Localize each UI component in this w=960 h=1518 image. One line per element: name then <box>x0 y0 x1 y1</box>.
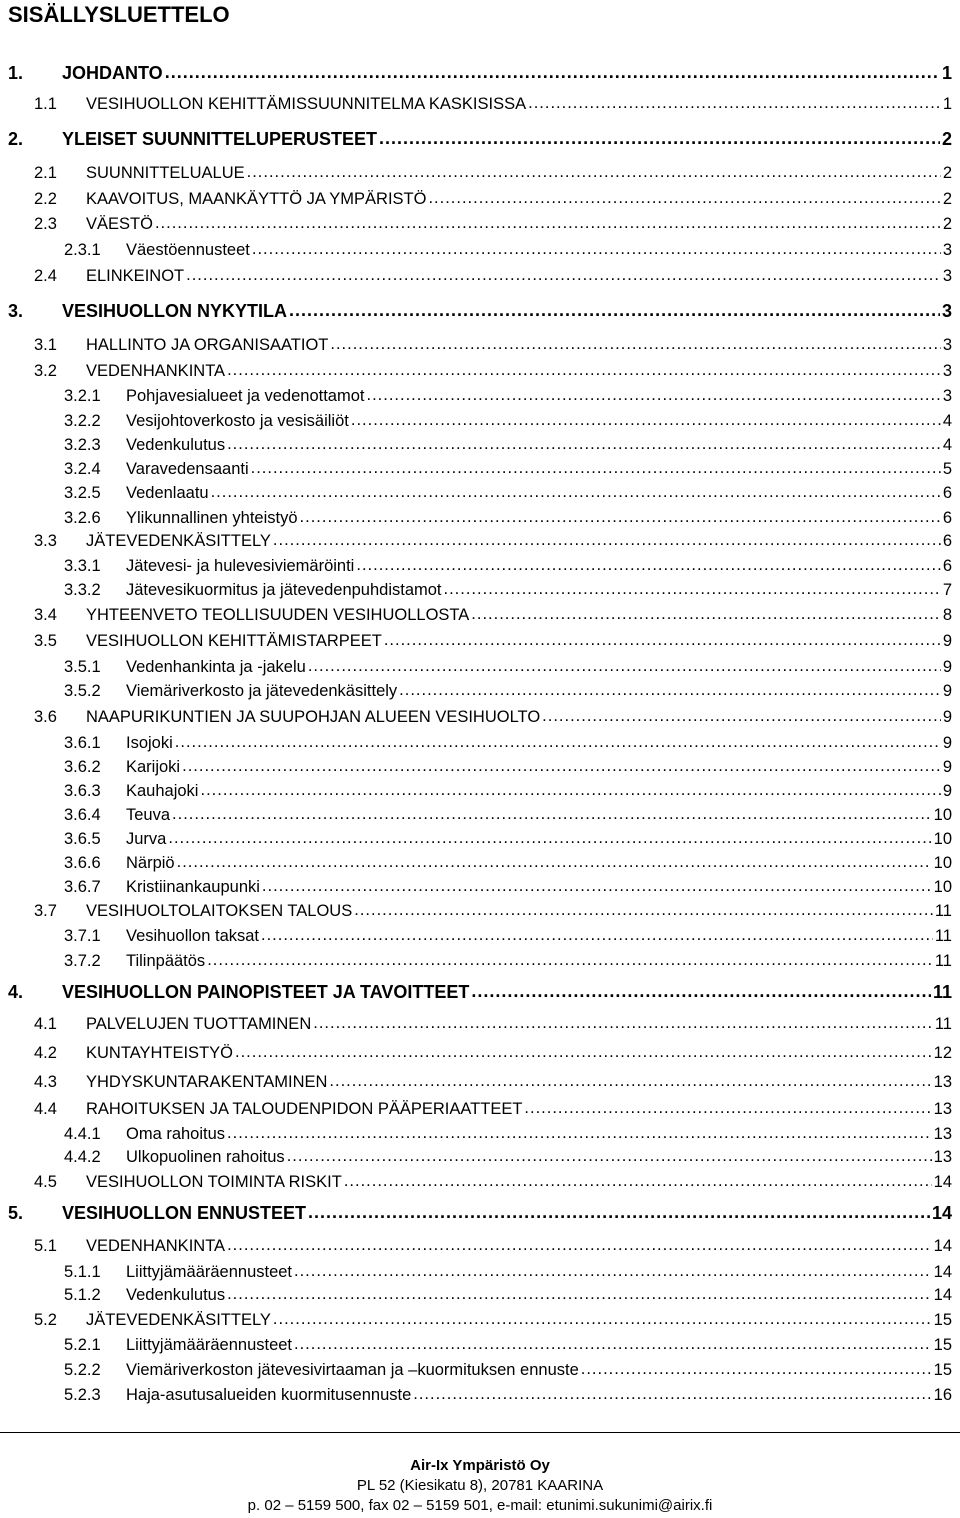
toc-entry[interactable] <box>0 777 952 801</box>
toc-leader-dots <box>351 411 941 430</box>
toc-entry[interactable] <box>0 979 952 1003</box>
toc-entry[interactable] <box>0 382 952 406</box>
toc-entry-number: 4.3 <box>34 1073 57 1091</box>
toc-entry-label: Isojoki <box>126 734 173 752</box>
footer-address: PL 52 (Kiesikatu 8), 20781 KAARINA <box>356 1477 604 1494</box>
toc-leader-dots <box>308 1202 930 1223</box>
toc-entry-number: 2. <box>8 129 24 149</box>
toc-entry-page: 15 <box>933 1311 952 1329</box>
toc-leader-dots <box>227 1236 932 1255</box>
toc-leader-dots <box>227 435 941 454</box>
footer-divider <box>0 1432 960 1433</box>
toc-entry[interactable] <box>0 947 952 971</box>
toc-entry-page: 6 <box>942 509 952 527</box>
toc-entry-page: 11 <box>934 902 952 920</box>
toc-entry-page: 13 <box>933 1100 952 1118</box>
toc-entry-page: 2 <box>941 129 952 149</box>
toc-entry-page: 3 <box>942 336 952 354</box>
toc-entry-page: 9 <box>942 758 952 776</box>
toc-entry[interactable] <box>0 90 952 114</box>
toc-entry-label: Vedenkulutus <box>126 436 226 454</box>
toc-entry-page: 1 <box>942 95 952 113</box>
toc-entry-number: 2.4 <box>34 267 57 285</box>
toc-entry-page: 2 <box>942 215 952 233</box>
toc-entry-label: VEDENHANKINTA <box>86 1237 226 1255</box>
toc-entry[interactable] <box>0 331 952 355</box>
toc-entry[interactable] <box>0 1068 952 1092</box>
toc-entry-label: VESIHUOLLON ENNUSTEET <box>62 1203 307 1223</box>
toc-leader-dots <box>247 163 941 182</box>
toc-entry-label: Närpiö <box>126 854 175 872</box>
toc-leader-dots <box>211 483 941 502</box>
toc-entry-page: 3 <box>942 241 952 259</box>
toc-leader-dots <box>308 657 941 676</box>
toc-entry[interactable] <box>0 922 952 946</box>
toc-entry[interactable] <box>0 159 952 183</box>
toc-entry-page: 10 <box>933 830 952 848</box>
toc-leader-dots <box>200 781 940 800</box>
toc-leader-dots <box>177 853 932 872</box>
toc-entry-number: 3.2.4 <box>64 460 101 478</box>
toc-entry-number: 3.6.4 <box>64 806 101 824</box>
toc-entry-page: 3 <box>942 387 952 405</box>
toc-entry-page: 11 <box>934 1015 952 1033</box>
toc-leader-dots <box>471 981 931 1002</box>
toc-entry-label: Vesihuollon taksat <box>126 927 260 945</box>
toc-entry-label: VESIHUOLLON NYKYTILA <box>62 301 288 321</box>
toc-entry-label: Viemäriverkosto ja jätevedenkäsittely <box>126 682 398 700</box>
toc-entry-label: Teuva <box>126 806 171 824</box>
toc-entry-number: 4.2 <box>34 1044 57 1062</box>
toc-entry[interactable] <box>0 729 952 753</box>
toc-entry-label: YHDYSKUNTARAKENTAMINEN <box>86 1073 328 1091</box>
toc-entry-label: Tilinpäätös <box>126 952 206 970</box>
toc-entry-number: 5.2.2 <box>64 1361 101 1379</box>
toc-entry-label: Väestöennusteet <box>126 241 250 259</box>
toc-entry-label: JOHDANTO <box>62 63 163 83</box>
toc-leader-dots <box>227 361 941 380</box>
toc-entry[interactable] <box>0 1010 952 1034</box>
toc-entry-number: 3.2.2 <box>64 412 101 430</box>
toc-entry-page: 13 <box>933 1125 952 1143</box>
toc-entry-label: KUNTAYHTEISTYÖ <box>86 1044 233 1062</box>
toc-leader-dots <box>165 62 940 83</box>
toc-entry-page: 6 <box>942 557 952 575</box>
toc-entry[interactable] <box>0 431 952 455</box>
toc-entry[interactable] <box>0 1232 952 1256</box>
toc-entry-page: 9 <box>942 734 952 752</box>
toc-entry-number: 2.2 <box>34 190 57 208</box>
toc-leader-dots <box>294 1335 932 1354</box>
toc-leader-dots <box>384 631 941 650</box>
toc-entry-label: JÄTEVEDENKÄSITTELY <box>86 1311 271 1329</box>
toc-entry-number: 3.6.5 <box>64 830 101 848</box>
toc-entry[interactable] <box>0 825 952 849</box>
toc-entry[interactable] <box>0 801 952 825</box>
toc-leader-dots <box>313 1014 933 1033</box>
toc-entry-label: VESIHUOLLON KEHITTÄMISSUUNNITELMA KASKISISSA <box>86 95 527 113</box>
toc-leader-dots <box>227 1124 932 1143</box>
toc-leader-dots <box>399 681 941 700</box>
toc-entry-label: ELINKEINOT <box>86 267 185 285</box>
toc-entry-number: 3.6.1 <box>64 734 101 752</box>
toc-entry[interactable] <box>0 1120 952 1144</box>
toc-entry-page: 14 <box>933 1286 952 1304</box>
toc-entry-label: Oma rahoitus <box>126 1125 226 1143</box>
toc-entry-label: Liittyjämääräennusteet <box>126 1336 293 1354</box>
toc-entry-label: Kauhajoki <box>126 782 199 800</box>
toc-entry-label: VESIHUOLLON KEHITTÄMISTARPEET <box>86 632 382 650</box>
toc-entry[interactable] <box>0 1356 952 1380</box>
toc-entry-page: 6 <box>942 532 952 550</box>
toc-entry-label: VÄESTÖ <box>86 215 153 233</box>
toc-entry-label: VEDENHANKINTA <box>86 362 226 380</box>
toc-entry-page: 2 <box>942 190 952 208</box>
toc-entry-label: Vesijohtoverkosto ja vesisäiliöt <box>126 412 349 430</box>
toc-entry-number: 3.6 <box>34 708 57 726</box>
toc-entry-label: Vedenkulutus <box>126 1286 226 1304</box>
toc-leader-dots <box>428 189 940 208</box>
toc-entry-page: 7 <box>942 581 952 599</box>
toc-entry-page: 6 <box>942 484 952 502</box>
toc-entry-number: 3.6.7 <box>64 878 101 896</box>
toc-entry-label: Ulkopuolinen rahoitus <box>126 1148 285 1166</box>
toc-entry-number: 1. <box>8 63 24 83</box>
toc-entry[interactable] <box>0 60 952 84</box>
toc-entry[interactable] <box>0 873 952 897</box>
toc-entry[interactable] <box>0 703 952 727</box>
toc-entry-number: 4.5 <box>34 1173 57 1191</box>
toc-entry-page: 10 <box>933 854 952 872</box>
toc-entry-page: 11 <box>932 982 952 1002</box>
toc-leader-dots <box>329 1072 931 1091</box>
toc-entry-page: 3 <box>941 301 952 321</box>
toc-entry[interactable] <box>0 1381 952 1405</box>
toc-entry-number: 3.2 <box>34 362 57 380</box>
toc-entry-label: Jätevesikuormitus ja jätevedenpuhdistamot <box>126 581 442 599</box>
toc-entry-page: 15 <box>933 1336 952 1354</box>
toc-leader-dots <box>367 386 941 405</box>
toc-entry[interactable] <box>0 1095 952 1119</box>
toc-entry-page: 14 <box>933 1237 952 1255</box>
toc-entry[interactable] <box>0 849 952 873</box>
toc-entry-number: 2.3.1 <box>64 241 101 259</box>
toc-entry-label: PALVELUJEN TUOTTAMINEN <box>86 1015 312 1033</box>
toc-entry[interactable] <box>0 527 952 551</box>
toc-entry-page: 14 <box>931 1203 952 1223</box>
toc-entry-label: Jätevesi- ja hulevesiviemäröinti <box>126 557 355 575</box>
toc-entry-page: 9 <box>942 658 952 676</box>
toc-entry-number: 3. <box>8 301 24 321</box>
toc-leader-dots <box>287 1147 932 1166</box>
toc-entry-number: 3.6.2 <box>64 758 101 776</box>
toc-entry[interactable] <box>0 677 952 701</box>
toc-entry-page: 14 <box>933 1263 952 1281</box>
toc-entry-label: HALLINTO JA ORGANISAATIOT <box>86 336 329 354</box>
toc-entry-number: 3.7 <box>34 902 57 920</box>
toc-entry-page: 15 <box>933 1361 952 1379</box>
toc-leader-dots <box>294 1262 932 1281</box>
toc-leader-dots <box>471 605 941 624</box>
toc-leader-dots <box>524 1099 931 1118</box>
toc-leader-dots <box>289 300 940 321</box>
toc-entry-label: Kristiinankaupunki <box>126 878 260 896</box>
toc-leader-dots <box>354 901 933 920</box>
toc-entry[interactable] <box>0 262 952 286</box>
toc-leader-dots <box>300 508 941 527</box>
toc-entry[interactable] <box>0 653 952 677</box>
toc-entry-page: 11 <box>934 927 952 945</box>
toc-leader-dots <box>379 128 940 149</box>
toc-entry-number: 2.3 <box>34 215 57 233</box>
toc-entry-number: 3.4 <box>34 606 57 624</box>
toc-entry-number: 3.3 <box>34 532 57 550</box>
toc-entry-label: YHTEENVETO TEOLLISUUDEN VESIHUOLLOSTA <box>86 606 470 624</box>
toc-entry[interactable] <box>0 236 952 260</box>
toc-leader-dots <box>261 926 933 945</box>
toc-entry-number: 3.1 <box>34 336 57 354</box>
toc-entry-page: 8 <box>942 606 952 624</box>
toc-entry-page: 10 <box>933 806 952 824</box>
toc-entry[interactable] <box>0 298 952 322</box>
toc-entry-label: VESIHUOLTOLAITOKSEN TALOUS <box>86 902 353 920</box>
toc-entry-page: 4 <box>942 436 952 454</box>
toc-entry-number: 4.1 <box>34 1015 57 1033</box>
toc-leader-dots <box>227 1285 932 1304</box>
toc-leader-dots <box>273 1310 932 1329</box>
toc-entry-label: Pohjavesialueet ja vedenottamot <box>126 387 365 405</box>
toc-entry[interactable] <box>0 1143 952 1167</box>
toc-entry[interactable] <box>0 601 952 625</box>
footer-company: Air-Ix Ympäristö Oy <box>410 1457 550 1474</box>
toc-entry-page: 5 <box>942 460 952 478</box>
toc-entry[interactable] <box>0 210 952 234</box>
toc-entry-number: 4.4.2 <box>64 1148 101 1166</box>
toc-leader-dots <box>262 877 932 896</box>
toc-leader-dots <box>330 335 940 354</box>
toc-entry-label: Haja-asutusalueiden kuormitusennuste <box>126 1386 412 1404</box>
toc-entry-page: 3 <box>942 362 952 380</box>
toc-entry-number: 3.6.6 <box>64 854 101 872</box>
toc-entry-number: 4.4 <box>34 1100 57 1118</box>
toc-entry[interactable] <box>0 552 952 576</box>
toc-entry-page: 10 <box>933 878 952 896</box>
toc-entry-label: Liittyjämääräennusteet <box>126 1263 293 1281</box>
toc-entry-number: 5.2.3 <box>64 1386 101 1404</box>
toc-entry-page: 9 <box>942 682 952 700</box>
toc-entry-number: 4. <box>8 982 24 1002</box>
toc-entry-page: 14 <box>933 1173 952 1191</box>
toc-entry-label: VESIHUOLLON PAINOPISTEET JA TAVOITTEET <box>62 982 470 1002</box>
toc-entry-number: 5.2.1 <box>64 1336 101 1354</box>
toc-entry-number: 5.1 <box>34 1237 57 1255</box>
toc-entry-number: 3.2.3 <box>64 436 101 454</box>
toc-entry-label: Vedenlaatu <box>126 484 209 502</box>
toc-leader-dots <box>344 1172 932 1191</box>
toc-leader-dots <box>528 94 941 113</box>
toc-entry-number: 1.1 <box>34 95 57 113</box>
toc-entry-label: Viemäriverkoston jätevesivirtaaman ja –kuormituksen ennuste <box>126 1361 579 1379</box>
toc-leader-dots <box>356 556 940 575</box>
page-title: SISÄLLYSLUETTELO <box>8 2 230 27</box>
toc-entry-label: VESIHUOLLON TOIMINTA RISKIT <box>86 1173 342 1191</box>
toc-entry-number: 3.2.1 <box>64 387 101 405</box>
toc-entry-label: RAHOITUKSEN JA TALOUDENPIDON PÄÄPERIAATTEET <box>86 1100 523 1118</box>
toc-leader-dots <box>273 531 941 550</box>
toc-entry-page: 13 <box>933 1148 952 1166</box>
toc-entry-number: 3.6.3 <box>64 782 101 800</box>
toc-entry[interactable] <box>0 455 952 479</box>
toc-entry[interactable] <box>0 504 952 528</box>
toc-leader-dots <box>444 580 941 599</box>
toc-entry-label: KAAVOITUS, MAANKÄYTTÖ JA YMPÄRISTÖ <box>86 190 427 208</box>
toc-entry-page: 9 <box>942 632 952 650</box>
toc-leader-dots <box>172 805 932 824</box>
toc-entry[interactable] <box>0 897 952 921</box>
toc-leader-dots <box>252 240 941 259</box>
toc-entry[interactable] <box>0 1039 952 1063</box>
toc-entry[interactable] <box>0 1200 952 1224</box>
toc-entry-number: 3.7.1 <box>64 927 101 945</box>
toc-leader-dots <box>186 266 941 285</box>
toc-entry-number: 3.5.2 <box>64 682 101 700</box>
toc-leader-dots <box>251 459 941 478</box>
toc-entry[interactable] <box>0 627 952 651</box>
toc-entry-number: 5.2 <box>34 1311 57 1329</box>
footer-contact: p. 02 – 5159 500, fax 02 – 5159 501, e-mail: etunimi.sukunimi@airix.fi <box>247 1497 713 1514</box>
toc-entry-label: NAAPURIKUNTIEN JA SUUPOHJAN ALUEEN VESIHUOLTO <box>86 708 541 726</box>
toc-entry-label: Varavedensaanti <box>126 460 249 478</box>
toc-leader-dots <box>155 214 941 233</box>
toc-entry[interactable] <box>0 576 952 600</box>
toc-entry-number: 3.5.1 <box>64 658 101 676</box>
toc-entry[interactable] <box>0 357 952 381</box>
toc-entry-label: JÄTEVEDENKÄSITTELY <box>86 532 271 550</box>
toc-entry-number: 3.5 <box>34 632 57 650</box>
toc-entry-page: 9 <box>942 782 952 800</box>
toc-leader-dots <box>175 733 941 752</box>
toc-entry-page: 1 <box>941 63 952 83</box>
toc-entry-page: 13 <box>933 1073 952 1091</box>
toc-entry-label: SUUNNITTELUALUE <box>86 164 245 182</box>
toc-leader-dots <box>413 1385 931 1404</box>
toc-entry-number: 3.3.2 <box>64 581 101 599</box>
toc-entry-page: 12 <box>933 1044 952 1062</box>
toc-entry-number: 2.1 <box>34 164 57 182</box>
toc-entry[interactable] <box>0 1281 952 1305</box>
toc-entry-label: Ylikunnallinen yhteistyö <box>126 509 298 527</box>
toc-entry-number: 5.1.1 <box>64 1263 101 1281</box>
toc-entry[interactable] <box>0 1168 952 1192</box>
toc-entry-page: 3 <box>942 267 952 285</box>
toc-entry-number: 5.1.2 <box>64 1286 101 1304</box>
toc-entry-label: Jurva <box>126 830 167 848</box>
toc-entry[interactable] <box>0 1306 952 1330</box>
toc-leader-dots <box>182 757 941 776</box>
toc-entry-label: Karijoki <box>126 758 181 776</box>
toc-leader-dots <box>207 951 933 970</box>
toc-entry[interactable] <box>0 126 952 150</box>
toc-entry[interactable] <box>0 1258 952 1282</box>
toc-entry[interactable] <box>0 1331 952 1355</box>
toc-entry-number: 3.3.1 <box>64 557 101 575</box>
toc-leader-dots <box>168 829 931 848</box>
toc-entry-number: 3.2.6 <box>64 509 101 527</box>
toc-entry[interactable] <box>0 407 952 431</box>
toc-entry-page: 16 <box>933 1386 952 1404</box>
toc-entry-page: 2 <box>942 164 952 182</box>
toc-entry-label: YLEISET SUUNNITTELUPERUSTEET <box>62 129 378 149</box>
toc-entry-page: 9 <box>942 708 952 726</box>
toc-entry-number: 5. <box>8 1203 24 1223</box>
toc-entry[interactable] <box>0 753 952 777</box>
toc-leader-dots <box>235 1043 932 1062</box>
toc-leader-dots <box>542 707 941 726</box>
toc-leader-dots <box>581 1360 932 1379</box>
toc-entry[interactable] <box>0 185 952 209</box>
toc-entry-page: 4 <box>942 412 952 430</box>
toc-entry[interactable] <box>0 479 952 503</box>
toc-entry-number: 4.4.1 <box>64 1125 101 1143</box>
toc-entry-label: Vedenhankinta ja -jakelu <box>126 658 306 676</box>
toc-entry-number: 3.7.2 <box>64 952 101 970</box>
toc-entry-page: 11 <box>934 952 952 970</box>
toc-entry-number: 3.2.5 <box>64 484 101 502</box>
